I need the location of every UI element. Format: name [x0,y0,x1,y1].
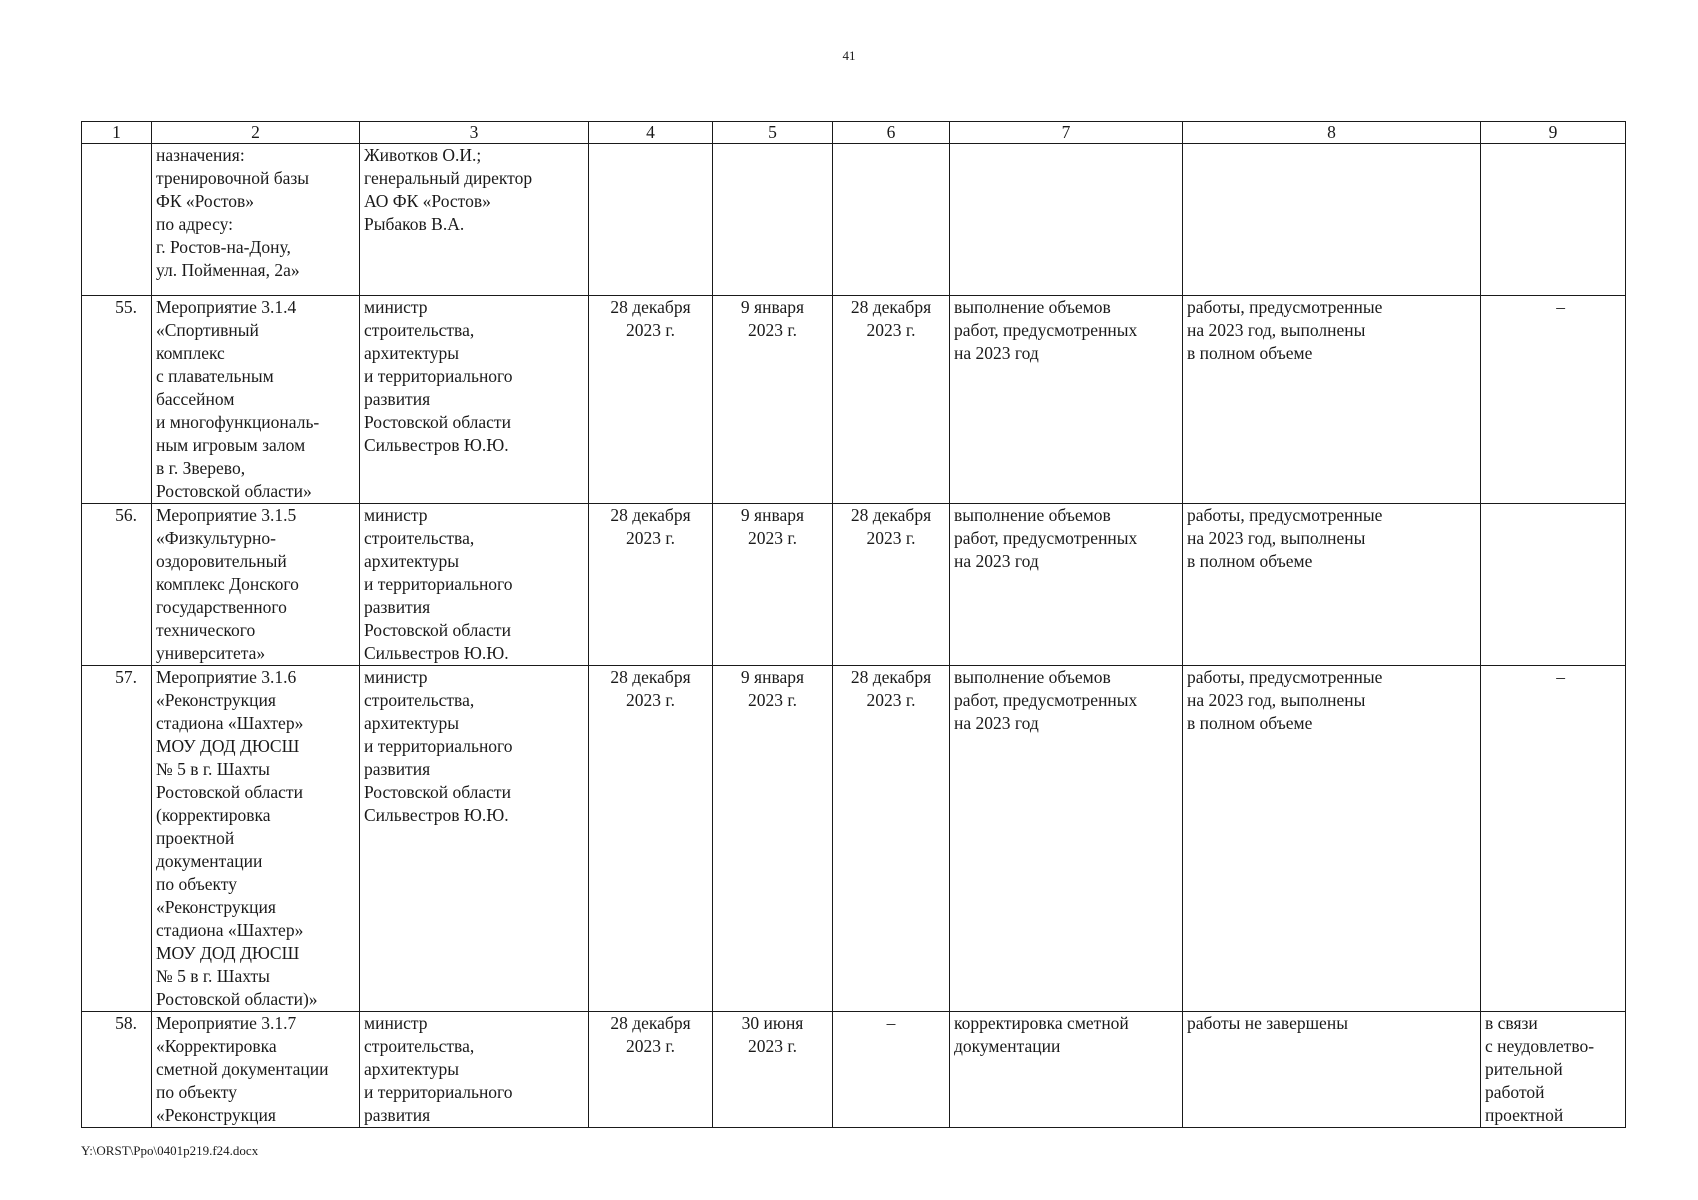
column-number-header: 3 [360,122,589,144]
planned-result-cell: корректировка сметной документации [950,1012,1183,1128]
note-cell: – [1481,666,1626,1012]
planned-result-cell: выполнение объемов работ, предусмотренных на 2023 год [950,296,1183,504]
planned-date-cell: 28 декабря 2023 г. [589,1012,713,1128]
note-cell: – [1481,296,1626,504]
column-number-row [82,122,1626,144]
end-date-cell: 28 декабря 2023 г. [833,666,950,1012]
responsible-cell: Животков О.И.; генеральный директор АО ФК «Ростов» Рыбаков В.А. [360,144,589,296]
note-cell: в связи с неудовлетво- рительной работой проектной [1481,1012,1626,1128]
event-name-cell: Мероприятие 3.1.7 «Корректировка сметной документации по объекту «Реконструкция [152,1012,360,1128]
responsible-cell: министр строительства, архитектуры и территориального развития Ростовской области Сильвестров Ю.Ю. [360,666,589,1012]
actual-result-cell: работы, предусмотренные на 2023 год, выполнены в полном объеме [1183,504,1481,666]
table-row [82,504,1626,666]
table-row [82,1012,1626,1128]
planned-date-cell: 28 декабря 2023 г. [589,296,713,504]
responsible-cell: министр строительства, архитектуры и территориального развития [360,1012,589,1128]
row-number-cell: 56. [82,504,152,666]
row-number-cell: 58. [82,1012,152,1128]
planned-date-cell: 28 декабря 2023 г. [589,504,713,666]
event-name-cell: Мероприятие 3.1.4 «Спортивный комплекс с плавательным бассейном и многофункциональ- ным игровым залом в г. Зверево, Ростовской области» [152,296,360,504]
report-table [81,121,1626,1128]
note-cell [1481,144,1626,296]
responsible-cell: министр строительства, архитектуры и территориального развития Ростовской области Сильвестров Ю.Ю. [360,504,589,666]
row-number-cell: 57. [82,666,152,1012]
column-number-header: 5 [713,122,833,144]
planned-result-cell: выполнение объемов работ, предусмотренных на 2023 год [950,504,1183,666]
responsible-cell: министр строительства, архитектуры и территориального развития Ростовской области Сильвестров Ю.Ю. [360,296,589,504]
start-date-cell [713,144,833,296]
actual-result-cell: работы, предусмотренные на 2023 год, выполнены в полном объеме [1183,296,1481,504]
column-number-header: 7 [950,122,1183,144]
end-date-cell: 28 декабря 2023 г. [833,504,950,666]
start-date-cell: 30 июня 2023 г. [713,1012,833,1128]
start-date-cell: 9 января 2023 г. [713,504,833,666]
end-date-cell [833,144,950,296]
actual-result-cell [1183,144,1481,296]
row-number-cell [82,144,152,296]
actual-result-cell: работы не завершены [1183,1012,1481,1128]
end-date-cell: 28 декабря 2023 г. [833,296,950,504]
planned-date-cell [589,144,713,296]
planned-date-cell: 28 декабря 2023 г. [589,666,713,1012]
event-name-cell: назначения: тренировочной базы ФК «Ростов» по адресу: г. Ростов-на-Дону, ул. Пойменная, 2а» [152,144,360,296]
actual-result-cell: работы, предусмотренные на 2023 год, выполнены в полном объеме [1183,666,1481,1012]
file-path-footer: Y:\ORST\Ppo\0401p219.f24.docx [81,1143,259,1158]
table-row [82,296,1626,504]
column-number-header: 8 [1183,122,1481,144]
column-number-header: 9 [1481,122,1626,144]
end-date-cell: – [833,1012,950,1128]
column-number-header: 4 [589,122,713,144]
event-name-cell: Мероприятие 3.1.5 «Физкультурно- оздоровительный комплекс Донского государственного технического университета» [152,504,360,666]
start-date-cell: 9 января 2023 г. [713,296,833,504]
planned-result-cell [950,144,1183,296]
column-number-header: 2 [152,122,360,144]
event-name-cell: Мероприятие 3.1.6 «Реконструкция стадиона «Шахтер» МОУ ДОД ДЮСШ № 5 в г. Шахты Ростовской области (корректировка проектной документации по объекту «Реконструкция стадиона «Шахтер» МОУ ДОД ДЮСШ № 5 в г. Шахты Ростовской области)» [152,666,360,1012]
page-number: 41 [842,48,856,63]
start-date-cell: 9 января 2023 г. [713,666,833,1012]
column-number-header: 1 [82,122,152,144]
column-number-header: 6 [833,122,950,144]
row-number-cell: 55. [82,296,152,504]
table-row [82,144,1626,296]
table-row [82,666,1626,1012]
note-cell [1481,504,1626,666]
planned-result-cell: выполнение объемов работ, предусмотренных на 2023 год [950,666,1183,1012]
